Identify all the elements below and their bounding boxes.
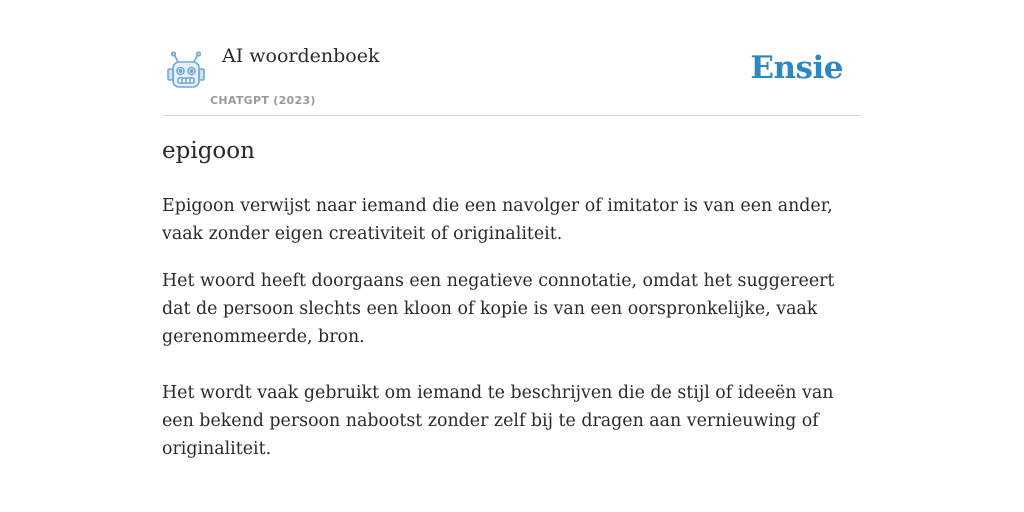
entry-term: epigoon — [162, 138, 255, 164]
robot-icon — [165, 51, 207, 91]
definition-paragraph: Epigoon verwijst naar iemand die een navolger of imitator is van een ander, vaak zonder eigen creativiteit of originaliteit. — [162, 196, 833, 244]
ensie-logo-link[interactable]: Ensie — [750, 50, 843, 86]
definition-paragraph: Het woord heeft doorgaans een negatieve connotatie, omdat het suggereert dat de persoon slechts een kloon of kopie is van een oorspronkelijke, vaak gerenommeerde, bron. — [162, 271, 835, 347]
definition-paragraph: Het wordt vaak gebruikt om iemand te beschrijven die de stijl of ideeën van een bekend persoon nabootst zonder zelf bij te dragen aan vernieuwing of originaliteit. — [162, 383, 834, 459]
dictionary-entry-card — [162, 0, 862, 512]
source-label: CHATGPT (2023) — [210, 94, 316, 107]
entry-header — [162, 0, 862, 116]
site-title[interactable]: AI woordenboek — [222, 45, 380, 67]
